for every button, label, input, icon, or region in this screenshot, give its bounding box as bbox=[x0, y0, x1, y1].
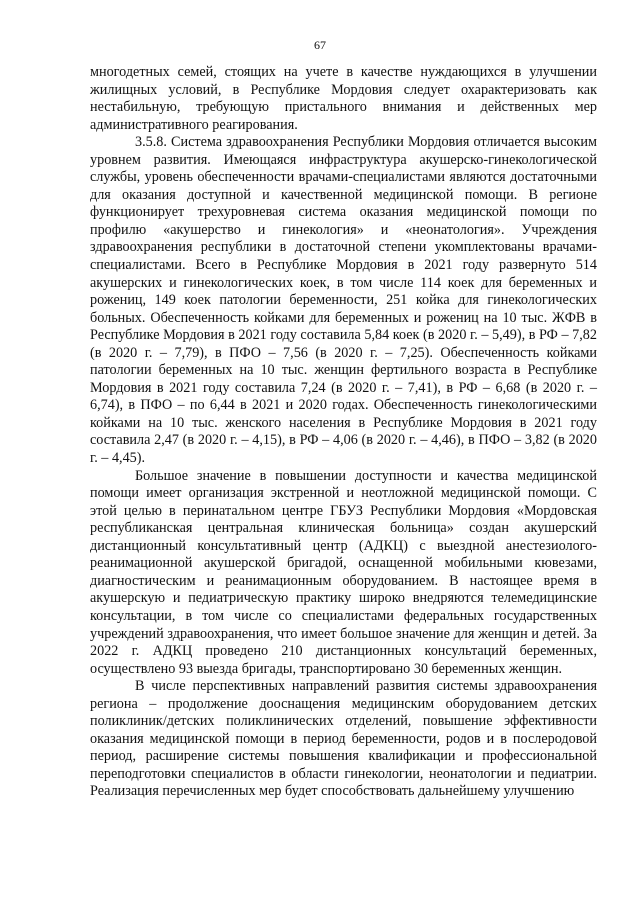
body-text bbox=[90, 64, 597, 801]
paragraph-development-directions: В числе перспективных направлений развития системы здравоохранения региона – продолжение дооснащения медицинским оборудованием детских поликлиник/детских поликлинических отделений, повышение эффективности оказания медицинской помощи в период беременности, родов и в послеродовой период, расширение системы повышения квалификации и профессиональной переподготовки специалистов в области гинекологии, неонатологии и педиатрии. Реализация перечисленных мер будет способствовать дальнейшему улучшению bbox=[90, 678, 597, 800]
paragraph-section-3-5-8: 3.5.8. Система здравоохранения Республики Мордовия отличается высоким уровнем развития. Имеющаяся инфраструктура акушерско-гинекологической службы, уровень обеспеченности врачами-специалистами являются достаточными для оказания доступной и качественной медицинской помощи. В регионе функционирует трехуровневая система оказания медицинской помощи по профилю «акушерство и гинекология» и «неонатология». Учреждения здравоохранения республики в достаточной степени укомплектованы врачами-специалистами. Всего в Республике Мордовия в 2021 году развернуто 514 акушерских и гинекологических коек, в том числе 114 коек для беременных и рожениц, 149 коек патологии беременности, 251 койка для гинекологических больных. Обеспеченность койками для беременных и рожениц на 10 тыс. ЖФВ в Республике Мордовия в 2021 году составила 5,84 коек (в 2020 г. – 5,49), в РФ – 7,82 (в 2020 г. – 7,79), в ПФО – 7,56 (в 2020 г. – 7,25). Обеспеченность койками патологии беременных на 10 тыс. женщин фертильного возраста в Республике Мордовия в 2021 году составила 7,24 (в 2020 г. – 7,41), в РФ – 6,68 (в 2020 г. – 6,74), в ПФО – по 6,44 в 2021 и 2020 годах. Обеспеченность гинекологическими койками на 10 тыс. женского населения в Республике Мордовия в 2021 году составила 2,47 (в 2020 г. – 4,15), в РФ – 4,06 (в 2020 г. – 4,46), в ПФО – 3,82 (в 2020 г. – 4,45). bbox=[90, 134, 597, 467]
paragraph-emergency-care: Большое значение в повышении доступности и качества медицинской помощи имеет организация экстренной и неотложной медицинской помощи. С этой целью в перинатальном центре ГБУЗ Республики Мордовия «Мордовская республиканская центральная клиническая больница» создан акушерский дистанционный консультативный центр (АДКЦ) с выездной анестезиолого-реанимационной акушерской бригадой, оснащенной мобильными кювезами, диагностическим и реанимационным оборудованием. В настоящее время в акушерскую и педиатрическую практику широко внедряются телемедицинские консультации, в том числе со специалистами федеральных государственных учреждений здравоохранения, что имеет большое значение для женщин и детей. За 2022 г. АДКЦ проведено 210 дистанционных консультаций беременных, осуществлено 93 выезда бригады, транспортировано 30 беременных женщин. bbox=[90, 467, 597, 677]
paragraph-continuation: многодетных семей, стоящих на учете в качестве нуждающихся в улучшении жилищных условий, в Республике Мордовия следует охарактеризовать как нестабильную, требующую пристального внимания и действенных мер административного реагирования. bbox=[90, 64, 597, 133]
page-number: 67 bbox=[314, 38, 326, 52]
